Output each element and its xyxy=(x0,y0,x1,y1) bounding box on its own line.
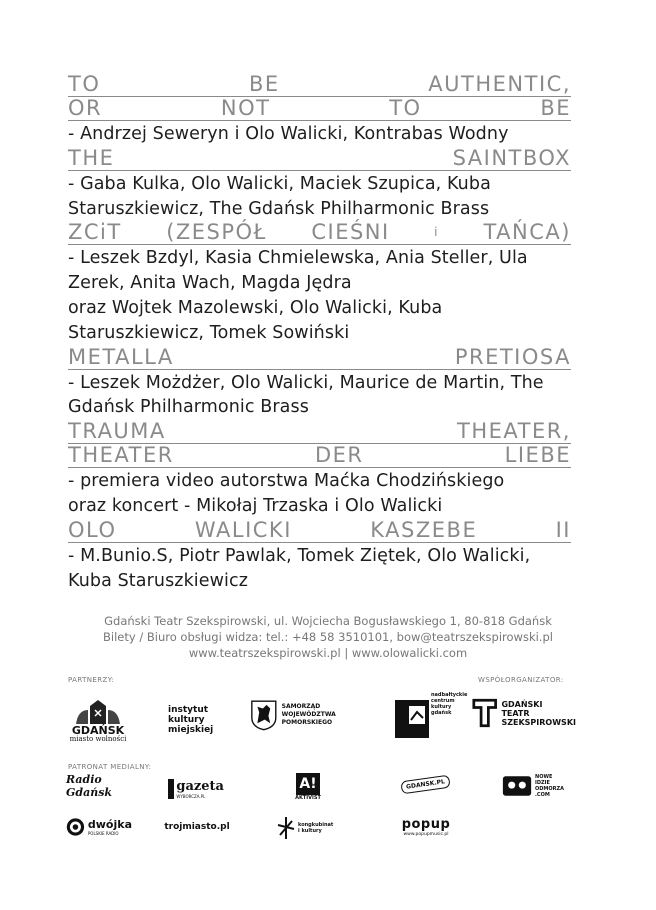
nck-line-2: centrum kultury xyxy=(431,698,455,710)
gts-line-2: TEATR xyxy=(501,708,530,718)
event-performers: - premiera video autorstwa Maćka Chodzińskiego xyxy=(68,471,505,492)
event-performers: - Gaba Kulka, Olo Walicki, Maciek Szupica, Kuba Staruszkiewicz, The Gdańsk Philharmonic Brass xyxy=(68,173,491,219)
griffin-icon xyxy=(250,698,278,732)
event-title-word: SAINTBOX xyxy=(452,145,571,170)
event-block xyxy=(68,346,571,421)
event-block xyxy=(68,519,571,594)
event-title-word: CIEŚNI xyxy=(311,220,390,245)
nck-line-1: nadbałtyckie xyxy=(431,692,468,698)
dwojka-sub: POLSKIE RADIO xyxy=(87,830,119,836)
nck-line-3: gdańsk xyxy=(431,710,452,716)
event-block xyxy=(68,420,571,519)
gdansk-pl-text: GDANSK.PL xyxy=(401,774,451,794)
ikm-line-1: instytut xyxy=(168,705,209,715)
event-title xyxy=(68,420,571,444)
kk-line-2: i kultury xyxy=(298,828,322,834)
dwojka-text: dwójka xyxy=(87,817,132,831)
gdansk-logo xyxy=(66,692,130,750)
venue-info xyxy=(0,613,656,661)
pomorskie-logo xyxy=(250,698,380,732)
event-title xyxy=(68,73,571,97)
aktivist-text: AKTIVIST xyxy=(295,795,321,801)
event-title xyxy=(68,221,571,245)
radio-gdansk-logo xyxy=(66,773,136,799)
gdansk-tagline: miasto wolności xyxy=(69,734,127,743)
event-performers: - Leszek Bzdyl, Kasia Chmielewska, Ania Steller, Ula Zerek, Anita Wach, Magda Jędra xyxy=(68,248,528,294)
gazeta-text: gazeta xyxy=(176,778,224,794)
kongkubinat-logo xyxy=(276,814,340,842)
noo-line-4: .COM xyxy=(535,792,550,798)
trojmiasto-text: trojmiasto.pl xyxy=(164,822,230,832)
event-list xyxy=(68,73,571,593)
event-title xyxy=(68,147,571,171)
kk-line-1: kongkubinat xyxy=(298,822,334,828)
event-title-word: ZCiT xyxy=(68,220,122,245)
event-title-word: THEATER xyxy=(68,443,174,468)
partners-label: PARTNERZY: xyxy=(68,676,115,684)
nowe-idzie-odmorza-logo xyxy=(502,772,564,800)
address-line: Gdański Teatr Szekspirowski, ul. Wojciecha Bogusławskiego 1, 80-818 Gdańsk xyxy=(104,614,552,628)
event-title-word: OR xyxy=(68,96,103,120)
pomorskie-line-1: SAMORZĄD xyxy=(281,703,321,710)
event-title-word: OLO xyxy=(68,517,117,542)
event-title-word: II xyxy=(555,517,571,542)
gts-line-1: GDAŃSKI xyxy=(501,699,543,709)
event-title-word: THE xyxy=(68,145,115,170)
event-title-word: PRETIOSA xyxy=(454,344,571,369)
gdansk-pl-logo xyxy=(396,772,456,796)
event-title-word: NOT xyxy=(220,96,271,120)
ikm-line-3: miejskiej xyxy=(168,725,214,735)
gazeta-sub: WYBORCZA.PL xyxy=(176,793,206,799)
gts-t-icon xyxy=(472,697,497,729)
event-title-word: TO xyxy=(389,96,422,120)
cassette-icon xyxy=(502,774,532,798)
gdansk-crest-icon xyxy=(72,700,124,726)
event-title-word: LIEBE xyxy=(504,443,571,468)
event-title-word: BE xyxy=(540,96,571,120)
gts-line-3: SZEKSPIROWSKI xyxy=(501,717,576,727)
gdansk-name: GDAŃSK xyxy=(71,723,125,737)
event-title-word: THEATER, xyxy=(457,419,571,444)
event-title-word: (ZESPÓŁ xyxy=(166,220,267,245)
popup-logo xyxy=(396,814,456,840)
event-performers: - Andrzej Seweryn i Olo Walicki, Kontrabas Wodny xyxy=(68,124,509,144)
event-title-word: WALICKI xyxy=(194,517,292,542)
event-block xyxy=(68,147,571,222)
aktivist-mark: A! xyxy=(296,773,320,795)
event-title-word: AUTHENTIC, xyxy=(428,72,571,96)
event-block xyxy=(68,73,571,147)
noo-line-1: NOWE xyxy=(535,774,553,780)
dwojka-logo xyxy=(66,814,132,840)
nck-logo xyxy=(395,690,468,738)
event-title-word: KASZEBE xyxy=(370,517,478,542)
event-title xyxy=(68,97,571,121)
event-title-word: BE xyxy=(248,72,280,96)
event-title-word: TAŃCA) xyxy=(483,220,571,245)
event-block xyxy=(68,221,571,345)
event-title-word: TRAUMA xyxy=(68,419,166,444)
pomorskie-line-2: WOJEWÓDZTWA POMORSKIEGO xyxy=(281,711,336,726)
contact-line: Bilety / Biuro obsługi widza: tel.: +48 58 3510101, bow@teatrszekspirowski.pl xyxy=(103,630,553,644)
coorganizer-label: WSPÓŁORGANIZATOR: xyxy=(478,676,564,684)
dwojka-circle-icon xyxy=(66,815,85,839)
event-title-word: TO xyxy=(68,72,101,96)
kongkubinat-figure-icon xyxy=(276,815,296,841)
gazeta-logo xyxy=(168,776,224,802)
noo-line-3: ODMORZA xyxy=(535,786,564,792)
aktivist-logo xyxy=(290,770,326,804)
noo-line-2: IDZIE xyxy=(535,780,550,786)
ikm-line-2: kultury xyxy=(168,715,205,725)
event-title-word: METALLA xyxy=(68,344,174,369)
event-title xyxy=(68,444,571,468)
popup-text: popup xyxy=(401,816,451,832)
trojmiasto-logo xyxy=(164,818,230,836)
radio-gdansk-text: Radio Gdańsk xyxy=(66,773,113,799)
event-performers: - Leszek Możdżer, Olo Walicki, Maurice de Martin, The Gdańsk Philharmonic Brass xyxy=(68,372,544,418)
event-performers-continued: oraz koncert - Mikołaj Trzaska i Olo Walicki xyxy=(68,495,443,516)
event-performers-continued: oraz Wojtek Mazolewski, Olo Walicki, Kuba Staruszkiewicz, Tomek Sowiński xyxy=(68,297,443,343)
event-title-word: DER xyxy=(314,443,364,468)
popup-sub: www.popupmusic.pl xyxy=(403,831,449,837)
websites-line: www.teatrszekspirowski.pl | www.olowalicki.com xyxy=(188,646,468,660)
event-title-word: i xyxy=(434,225,440,240)
event-title xyxy=(68,519,571,543)
event-title xyxy=(68,346,571,370)
event-performers: - M.Bunio.S, Piotr Pawlak, Tomek Ziętek, Olo Walicki, Kuba Staruszkiewicz xyxy=(68,545,531,591)
ikm-logo xyxy=(168,700,224,740)
media-patrons-label: PATRONAT MEDIALNY: xyxy=(68,763,152,771)
teatr-szekspirowski-logo xyxy=(472,696,576,730)
